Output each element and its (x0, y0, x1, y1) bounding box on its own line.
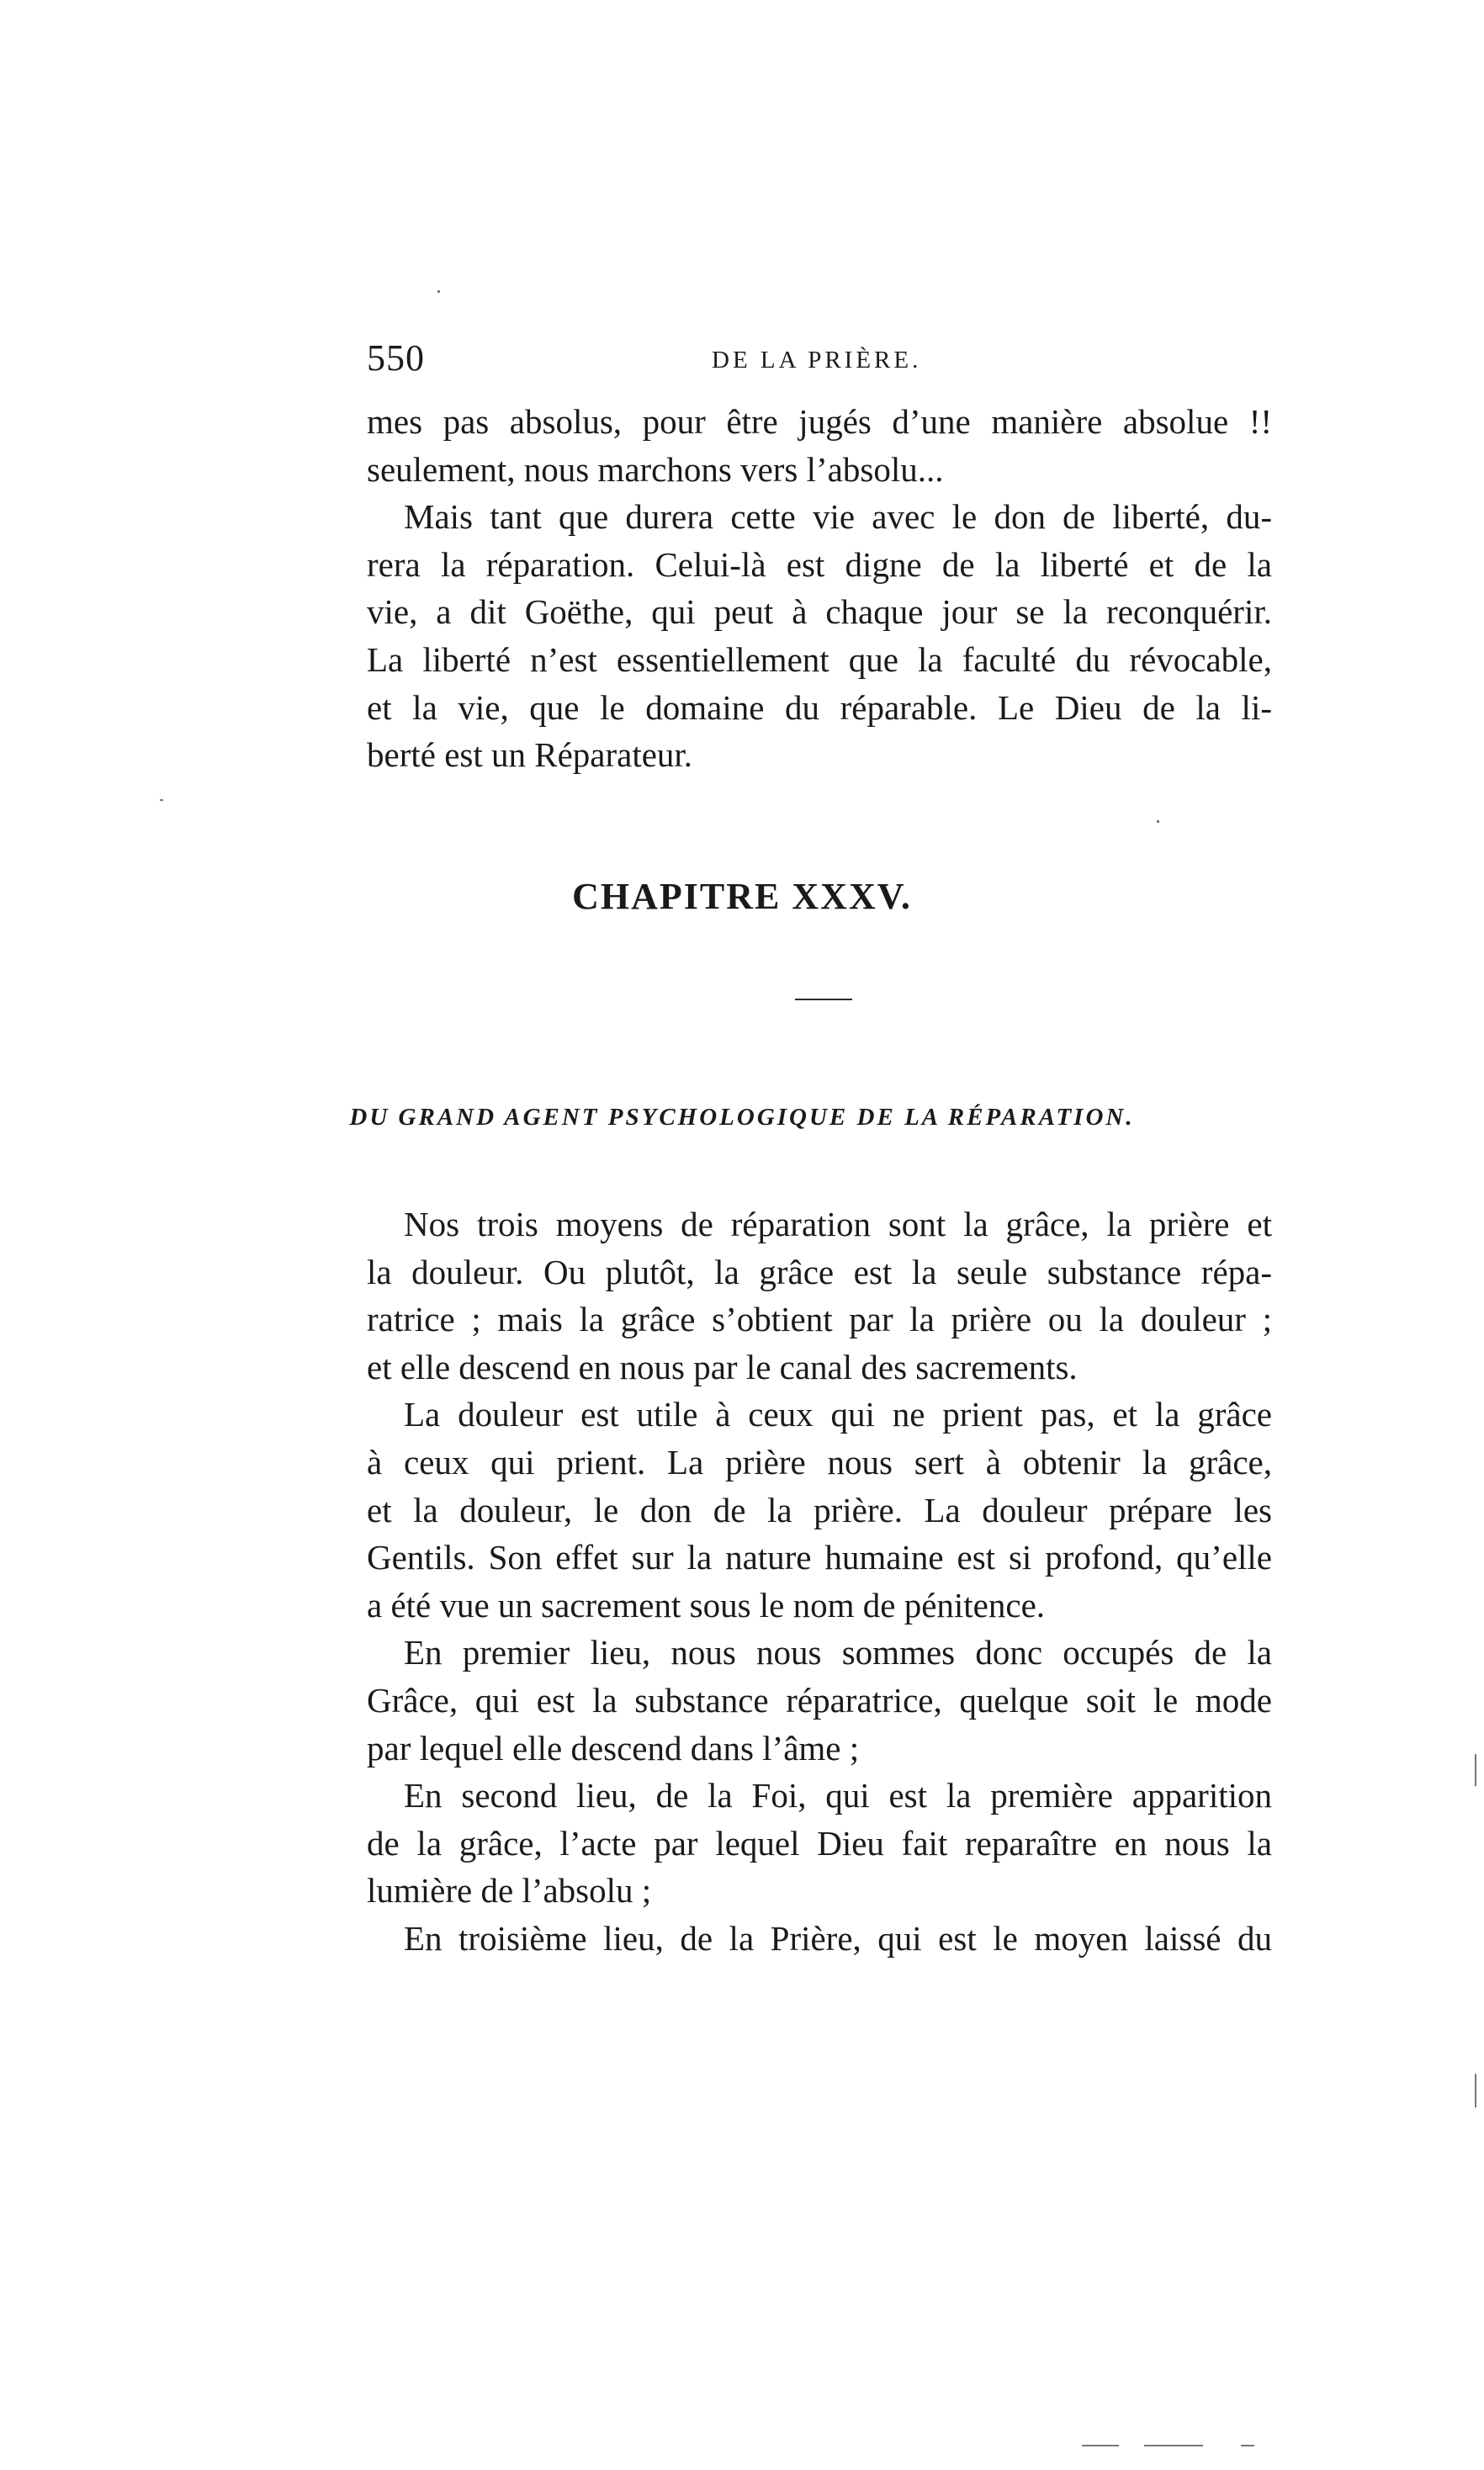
margin-mark (1475, 2074, 1476, 2107)
chapter-title: CHAPITRE XXXV. (572, 876, 912, 917)
text-line: la douleur. Ou plutôt, la grâce est la seule substance répa- (367, 1252, 1272, 1291)
text-line: et la vie, que le domaine du réparable. Le Dieu de la li- (367, 687, 1272, 727)
scan-speck (1157, 820, 1159, 823)
text-line: a été vue un sacrement sous le nom de pénitence. (367, 1585, 1046, 1625)
top-paragraphs (367, 398, 1272, 779)
scan-speck (160, 799, 163, 801)
scan-speck (1241, 2445, 1254, 2446)
title-divider (795, 999, 852, 1000)
text-line: ratrice ; mais la grâce s’obtient par la prière ou la douleur ; (367, 1300, 1272, 1339)
text-line: vie, a dit Goëthe, qui peut à chaque jour se la reconquérir. (367, 592, 1272, 632)
chapter-paragraphs (367, 1201, 1272, 1963)
chapter-subtitle: DU GRAND AGENT PSYCHOLOGIQUE DE LA RÉPARATION. (349, 1104, 1135, 1131)
text-line: et elle descend en nous par le canal des sacrements. (367, 1347, 1078, 1386)
margin-mark (1475, 1754, 1476, 1786)
text-line: En premier lieu, nous nous sommes donc occupés de la (404, 1633, 1272, 1672)
scan-speck (1144, 2445, 1203, 2446)
text-line: En second lieu, de la Foi, qui est la première apparition (404, 1776, 1272, 1815)
text-line: mes pas absolus, pour être jugés d’une manière absolue !! (367, 402, 1272, 441)
text-line: La douleur est utile à ceux qui ne prient pas, et la grâce (404, 1395, 1272, 1434)
text-line: Grâce, qui est la substance réparatrice, quelque soit le mode (367, 1680, 1272, 1720)
text-line: La liberté n’est essentiellement que la faculté du révocable, (367, 639, 1272, 679)
text-line: Gentils. Son effet sur la nature humaine est si profond, qu’elle (367, 1538, 1272, 1577)
text-line: lumière de l’absolu ; (367, 1871, 652, 1911)
text-line: à ceux qui prient. La prière nous sert à obtenir la grâce, (367, 1442, 1272, 1481)
text-line: berté est un Réparateur. (367, 735, 693, 775)
text-line: rera la réparation. Celui-là est digne de la liberté et de la (367, 544, 1272, 584)
page-number: 550 (367, 337, 425, 379)
text-line: par lequel elle descend dans l’âme ; (367, 1728, 860, 1768)
running-head (367, 337, 1272, 387)
text-line: En troisième lieu, de la Prière, qui est le moyen laissé du (404, 1918, 1272, 1958)
text-line: et la douleur, le don de la prière. La douleur prépare les (367, 1490, 1272, 1529)
running-title: DE LA PRIÈRE. (712, 347, 922, 374)
scan-speck (437, 290, 440, 293)
text-line: de la grâce, l’acte par lequel Dieu fait reparaître en nous la (367, 1823, 1272, 1863)
scan-speck (1082, 2445, 1119, 2446)
text-line: Mais tant que durera cette vie avec le don de liberté, du- (404, 497, 1272, 537)
text-line: Nos trois moyens de réparation sont la grâce, la prière et (404, 1205, 1272, 1243)
text-line: seulement, nous marchons vers l’absolu... (367, 449, 944, 489)
